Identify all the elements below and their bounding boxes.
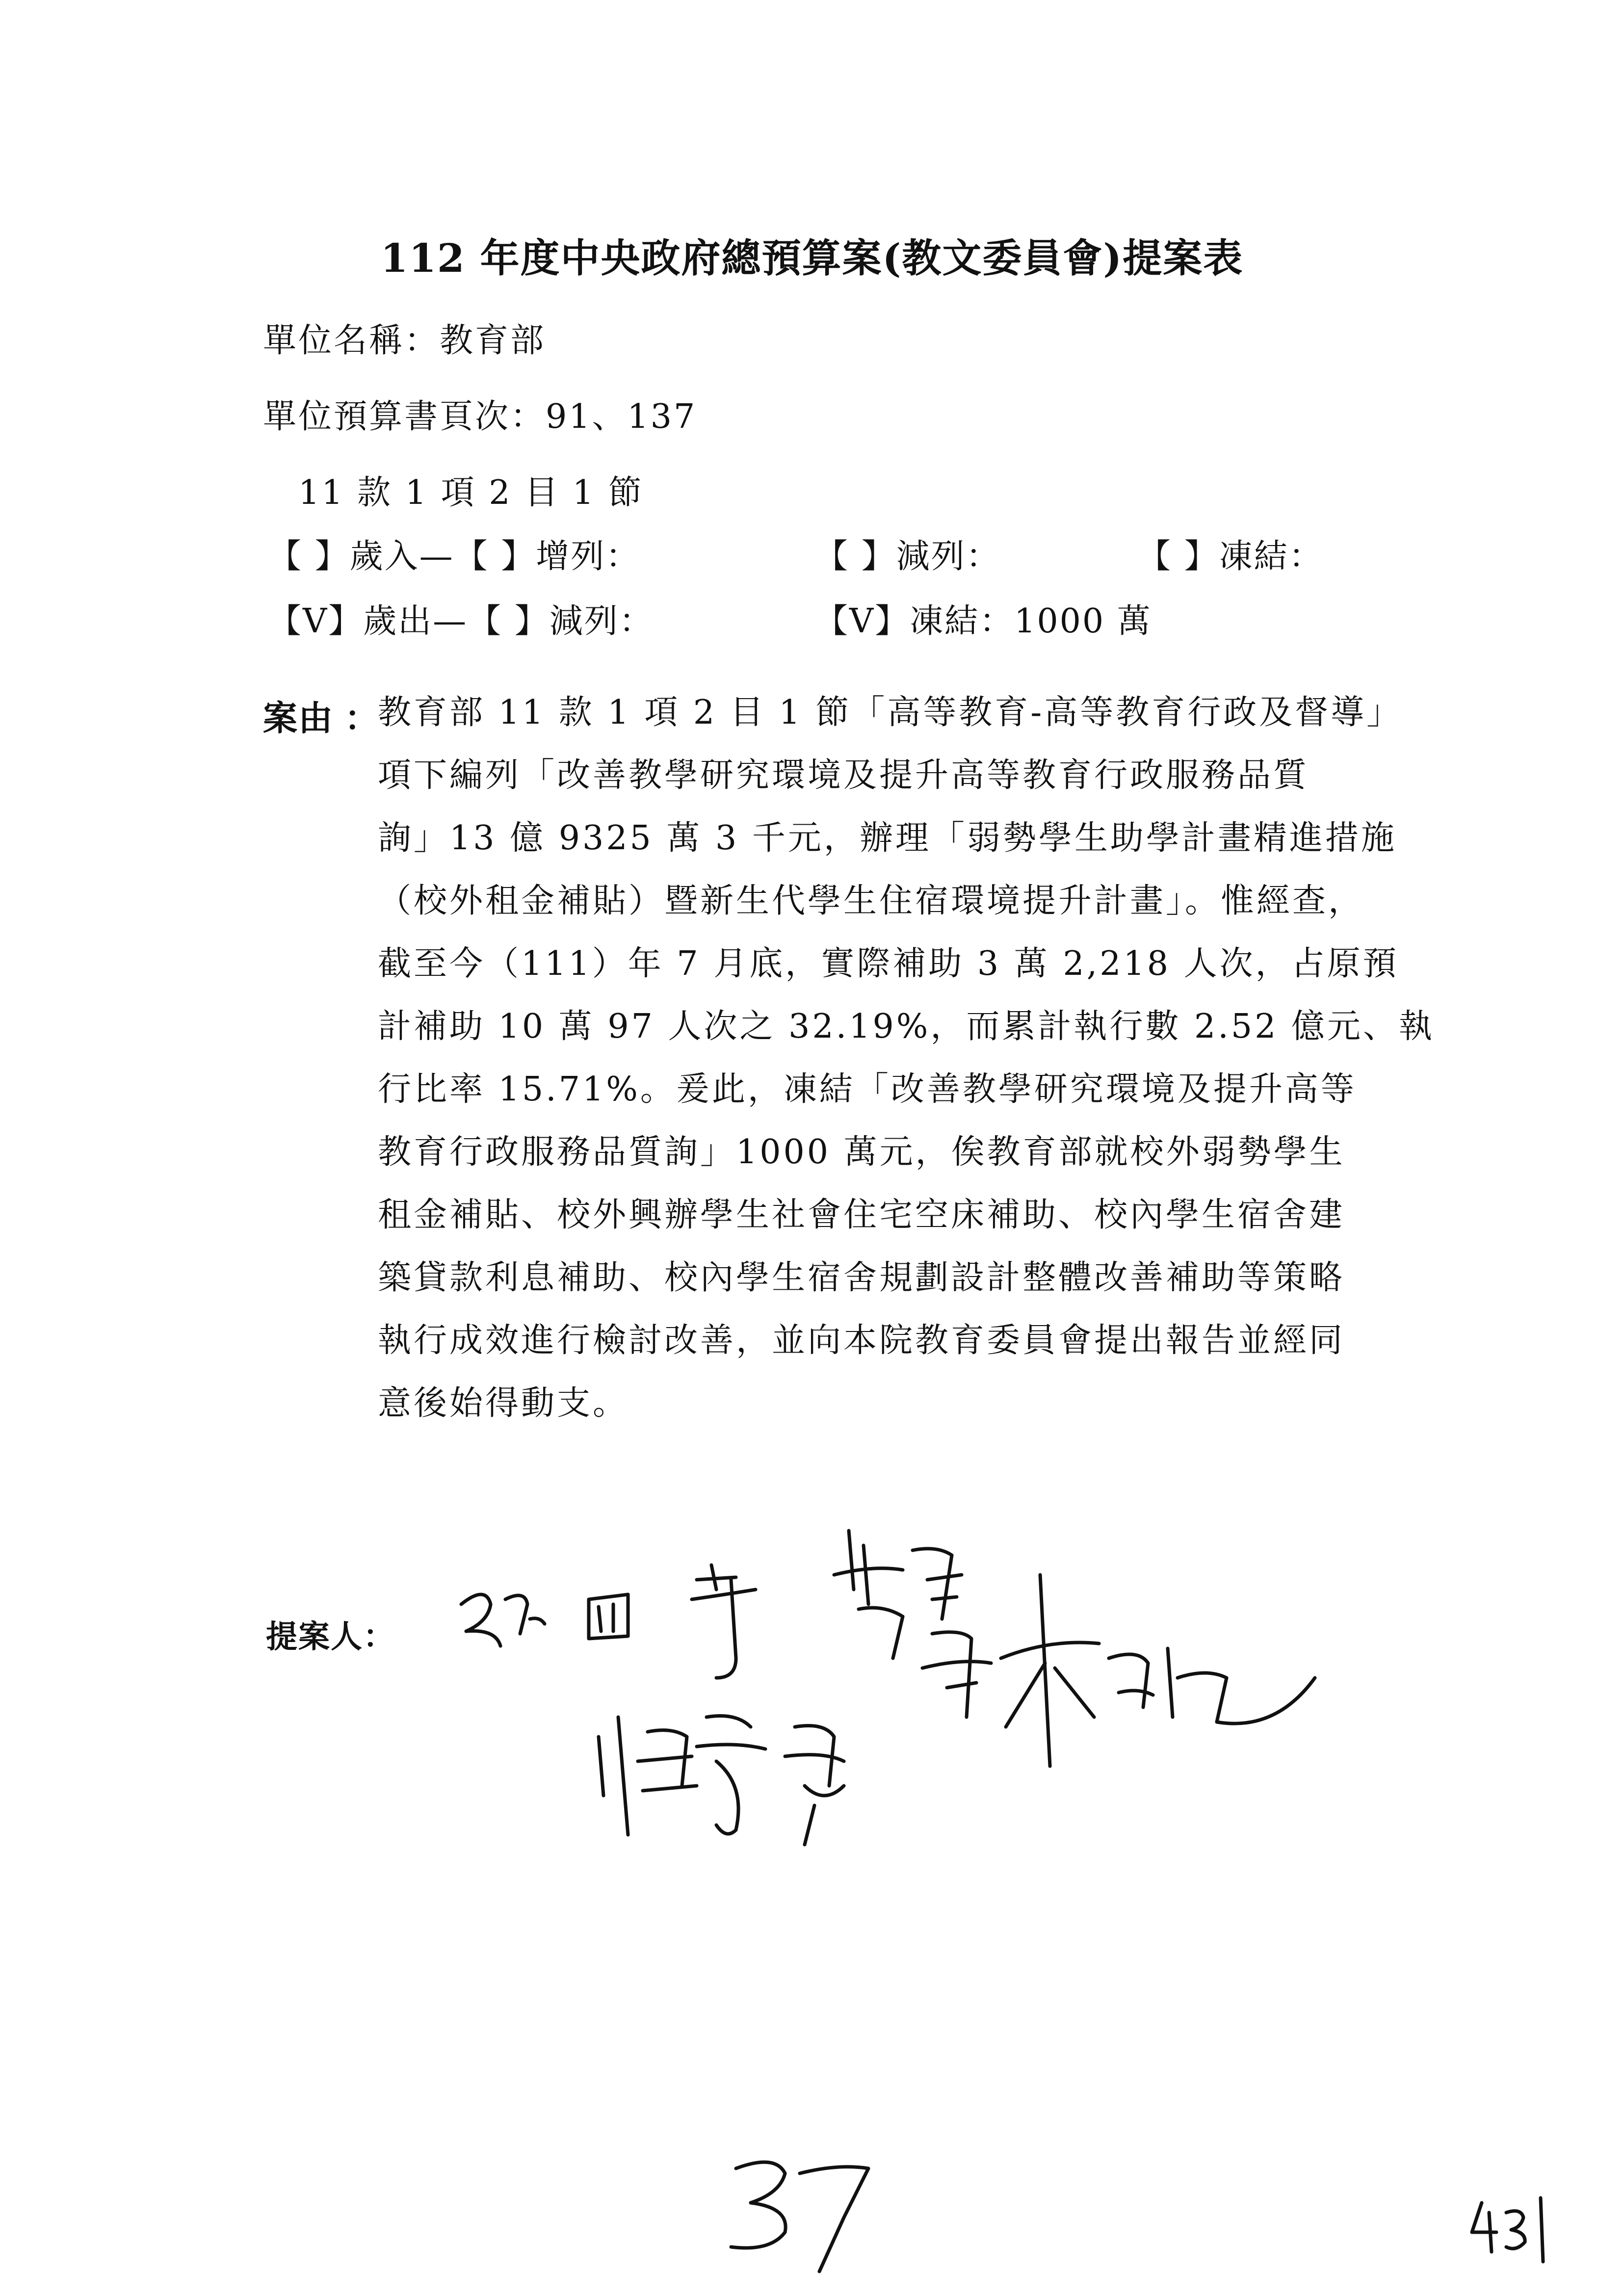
budget-pages: 單位預算書頁次：91、137	[263, 397, 697, 436]
signatures	[442, 1531, 1398, 1904]
revenue-freeze: 【 】凍結：	[1137, 537, 1324, 576]
case-line: 教育行政服務品質詢」1000 萬元，俟教育部就校外弱勢學生	[378, 1133, 1345, 1172]
revenue-decrease: 【 】減列：	[814, 537, 1001, 576]
page-number	[721, 2149, 883, 2276]
case-line: （校外租金補貼）暨新生代學生住宿環境提升計畫」。惟經查，	[378, 882, 1364, 920]
case-label: 案由	[263, 698, 334, 738]
case-line: 計補助 10 萬 97 人次之 32.19%，而累計執行數 2.52 億元、執	[378, 1007, 1435, 1046]
case-line: 行比率 15.71%。爰此，凍結「改善教學研究環境及提升高等	[378, 1070, 1357, 1109]
case-colon: ：	[344, 698, 379, 738]
case-line: 租金補貼、校外興辦學生社會住宅空床補助、校內學生宿舍建	[378, 1196, 1345, 1234]
section-code: 11 款 1 項 2 目 1 節	[298, 473, 644, 512]
proposer-label: 提案人：	[266, 1618, 395, 1655]
case-line: 項下編列「改善教學研究環境及提升高等教育行政服務品質	[378, 756, 1310, 795]
expense-row	[0, 595, 1624, 639]
case-line: 意後始得動支。	[378, 1384, 629, 1423]
corner-number	[1467, 2193, 1555, 2267]
expense-bracket: 【V】歲出—【 】減列：	[268, 602, 654, 641]
case-line: 築貸款利息補助、校內學生宿舍規劃設計整體改善補助等策略	[378, 1258, 1345, 1297]
case-line: 執行成效進行檢討改善，並向本院教育委員會提出報告並經同	[378, 1321, 1345, 1360]
expense-freeze: 【V】凍結：1000 萬	[814, 602, 1152, 641]
case-line: 教育部 11 款 1 項 2 目 1 節「高等教育-高等教育行政及督導」	[378, 693, 1403, 732]
revenue-bracket: 【 】歲入—【 】增列：	[268, 537, 641, 576]
case-line: 詢」13 億 9325 萬 3 千元，辦理「弱勢學生助學計畫精進措施	[378, 819, 1397, 858]
revenue-row	[0, 530, 1624, 574]
case-line: 截至今（111）年 7 月底，實際補助 3 萬 2,218 人次，占原預	[378, 944, 1399, 983]
page-title: 112 年度中央政府總預算案(教文委員會)提案表	[380, 235, 1244, 281]
unit-name: 單位名稱：教育部	[263, 321, 546, 360]
